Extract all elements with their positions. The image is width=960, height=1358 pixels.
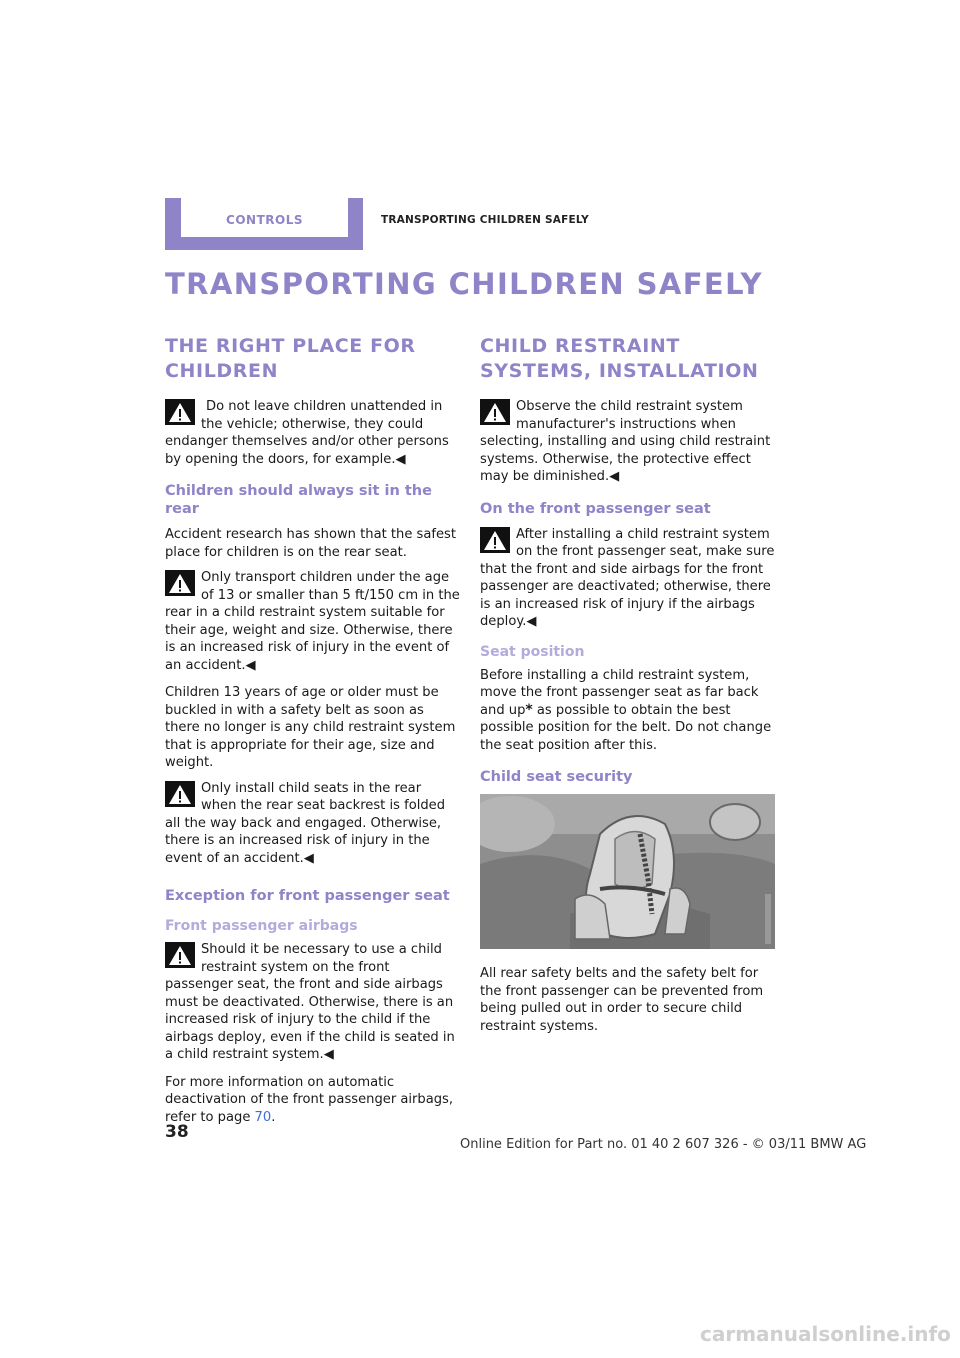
warning-icon — [480, 399, 510, 425]
paragraph-seat-position: Before installing a child restraint system, move the front passenger seat as far back and up* as possible to obtain the best possible position for the belt. Do not change the seat position after this. — [480, 667, 772, 753]
optional-equipment-star: * — [525, 701, 533, 718]
warning-icon — [165, 570, 195, 596]
warning-icon — [165, 781, 195, 807]
warning-block — [165, 569, 460, 674]
heading-seat-position: Seat position — [480, 643, 585, 660]
paragraph-research: Accident research has shown that the safest place for children is on the rear seat. — [165, 527, 457, 560]
heading-front-seat: On the front passenger seat — [480, 500, 711, 517]
warning-text: Observe the child restraint system manufacturer's instructions when selecting, installing and using child restraint systems. Otherwise, the protective effect may be diminished. — [480, 399, 771, 484]
warning-block — [165, 780, 460, 868]
warning-text: Only transport children under the age of 13 or smaller than 5 ft/150 cm in the rear in a child restraint system suitable for their age, weight and size. Otherwise, there is an increased risk of injury in the event of an accident. — [165, 570, 460, 673]
heading-child-restraint: CHILD RESTRAINT SYSTEMS, INSTALLATION — [480, 335, 759, 382]
paragraph-more-info: For more information on automatic deactivation of the front passenger airbags, refer to page 70. — [165, 1074, 454, 1125]
section-tab-label: CONTROLS — [226, 213, 303, 227]
end-mark: ◀ — [609, 469, 620, 484]
page-title: TRANSPORTING CHILDREN SAFELY — [165, 267, 763, 301]
running-head: TRANSPORTING CHILDREN SAFELY — [381, 214, 589, 226]
warning-text: Do not leave children unattended in the vehicle; otherwise, they could endanger themselves and/or other persons by opening the doors, for example. — [165, 399, 449, 467]
warning-block — [165, 941, 460, 1064]
page-number: 38 — [165, 1122, 189, 1142]
heading-child-seat-security: Child seat security — [480, 769, 633, 785]
end-mark: ◀ — [323, 1047, 334, 1062]
warning-text: Only install child seats in the rear when the rear seat backrest is folded all the way back and engaged. Otherwise, there is an increased risk of injury in the event of an accident. — [165, 780, 446, 866]
warning-icon — [165, 942, 195, 968]
footer-edition: Online Edition for Part no. 01 40 2 607 326 - © 03/11 BMW AG — [460, 1137, 867, 1152]
end-mark: ◀ — [526, 614, 537, 629]
warning-block — [480, 398, 775, 486]
page-reference-link[interactable]: 70 — [254, 1109, 272, 1125]
paragraph-security: All rear safety belts and the safety belt for the front passenger can be prevented from being pulled out in order to secure child restraint systems. — [480, 966, 764, 1034]
paragraph-13-years: Children 13 years of age or older must be buckled in with a safety belt as soon as there no longer is any child restraint system that is appropriate for their age, size and weight. — [165, 685, 456, 770]
end-mark: ◀ — [303, 850, 314, 866]
watermark: carmanualsonline.info — [700, 1322, 951, 1346]
end-mark: ◀ — [245, 657, 256, 673]
warning-text: Should it be necessary to use a child restraint system on the front passenger seat, the front and side airbags must be deactivated. Otherwise, there is an increased risk of injury to the child if the airbags deploy, even if the child is seated in a child restraint system. — [165, 942, 455, 1062]
heading-exception: Exception for front passenger seat — [165, 888, 450, 904]
end-mark: ◀ — [395, 451, 406, 467]
child-seat-illustration — [480, 794, 775, 949]
heading-right-place: THE RIGHT PLACE FOR CHILDREN — [165, 335, 416, 382]
warning-icon — [165, 399, 195, 425]
warning-text: After installing a child restraint system on the front passenger seat, make sure that the front and side airbags for the front passenger are deactivated; otherwise, there is an increased risk of injury if the airbags deploy. — [480, 526, 775, 629]
warning-block — [480, 526, 775, 631]
heading-airbags: Front passenger airbags — [165, 918, 358, 934]
heading-rear: Children should always sit in the rear — [165, 483, 432, 517]
warning-icon — [480, 527, 510, 553]
right-column — [480, 334, 775, 1043]
warning-block — [165, 398, 460, 468]
left-column — [165, 334, 460, 1134]
